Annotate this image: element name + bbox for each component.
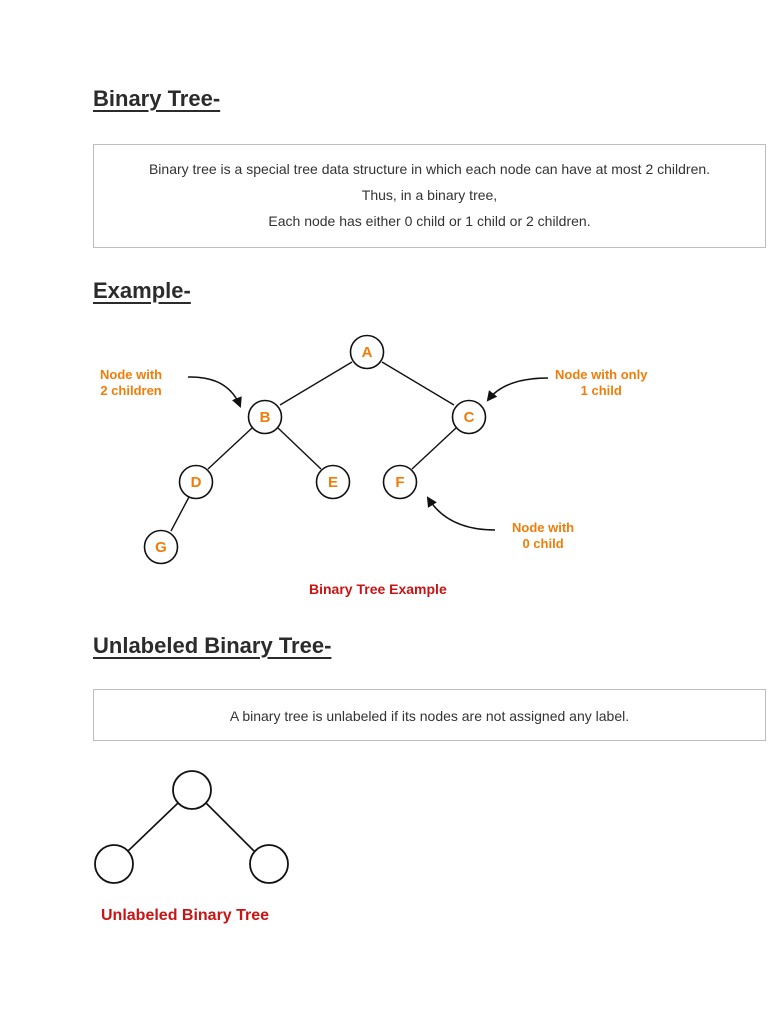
tree-node-label-f: F bbox=[395, 474, 405, 491]
edge-b-d bbox=[208, 428, 252, 469]
edge-b-e bbox=[278, 428, 321, 469]
unlabeled-node-root bbox=[173, 771, 211, 809]
tree-node-label-b: B bbox=[259, 409, 271, 426]
edge-a-c bbox=[382, 362, 454, 405]
arrow-one-child bbox=[488, 378, 548, 400]
definition-line-1: Binary tree is a special tree data structure in which each node can have at most 2 children. bbox=[148, 161, 711, 177]
annotation-zero-child: Node with 0 child bbox=[512, 520, 575, 551]
section-heading-binary-tree: Binary Tree- bbox=[93, 86, 221, 111]
tree-node-label-c: C bbox=[463, 409, 475, 426]
tree-node-label-g: G bbox=[155, 539, 167, 556]
unlabeled-node-left bbox=[95, 845, 133, 883]
annotation-two-children: Node with 2 children bbox=[100, 367, 163, 398]
unlabeled-definition-text: A binary tree is unlabeled if its nodes are not assigned any label. bbox=[229, 708, 630, 724]
section-heading-unlabeled: Unlabeled Binary Tree- bbox=[93, 633, 332, 658]
edge-d-g bbox=[171, 497, 189, 531]
diagram-caption-unlabeled: Unlabeled Binary Tree bbox=[101, 907, 270, 924]
annotation-one-child: Node with only 1 child bbox=[555, 367, 648, 398]
unlabeled-edge-left bbox=[128, 803, 178, 851]
diagram-caption-example: Binary Tree Example bbox=[309, 581, 447, 597]
definition-line-3: Each node has either 0 child or 1 child or 2 children. bbox=[268, 213, 591, 229]
section-heading-example: Example- bbox=[93, 278, 191, 303]
edge-a-b bbox=[280, 362, 352, 405]
unlabeled-node-right bbox=[250, 845, 288, 883]
unlabeled-definition-box bbox=[93, 689, 766, 741]
tree-node-label-d: D bbox=[190, 474, 202, 491]
edge-c-f bbox=[412, 428, 456, 469]
unlabeled-edge-right bbox=[206, 803, 254, 851]
arrow-zero-child bbox=[428, 498, 495, 530]
tree-node-label-a: A bbox=[361, 344, 373, 361]
tree-node-label-e: E bbox=[327, 474, 339, 491]
definition-line-2: Thus, in a binary tree, bbox=[361, 187, 498, 203]
arrow-two-children bbox=[188, 377, 240, 406]
